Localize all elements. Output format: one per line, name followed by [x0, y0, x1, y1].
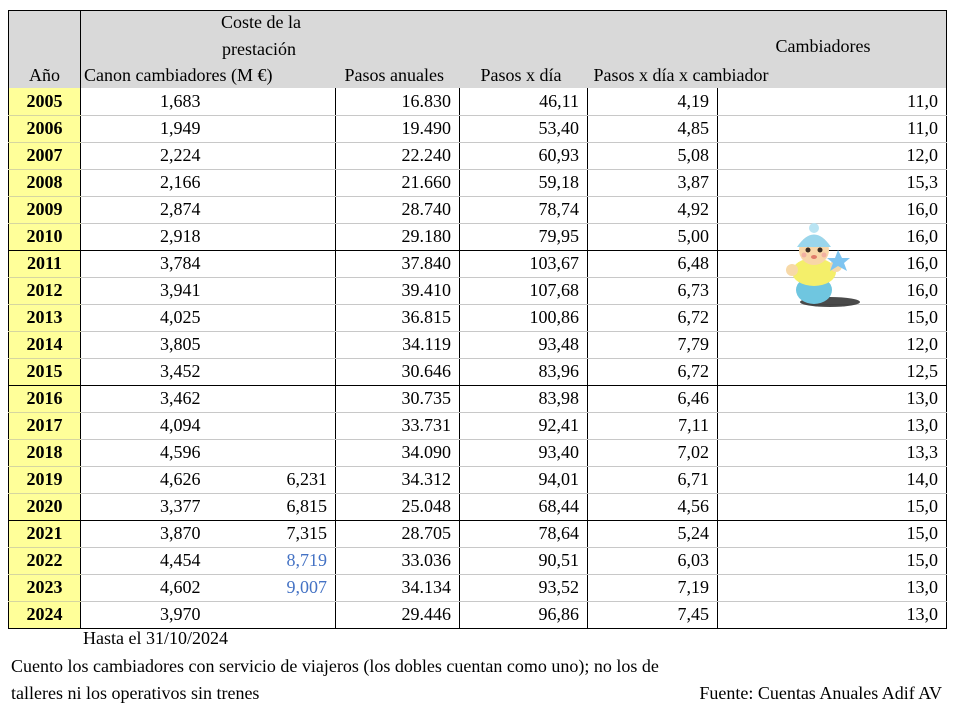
cell-pasos-anuales: 34.119: [336, 331, 460, 358]
cell-pasos-dia: 92,41: [460, 412, 588, 439]
table-row: [9, 574, 947, 601]
table-row: [9, 169, 947, 196]
cell-cambiadores: 15,0: [718, 493, 947, 520]
header-pasos-dia-cambiador: Pasos x día x cambiador: [593, 65, 769, 85]
cell-year: 2010: [9, 223, 81, 250]
cell-canon: 3,870: [81, 520, 209, 547]
cell-year: 2016: [9, 385, 81, 412]
note-hasta: Hasta el 31/10/2024: [83, 628, 228, 648]
cell-canon: 3,970: [81, 601, 209, 628]
cell-pasos-anuales: 28.740: [336, 196, 460, 223]
cell-pasos-dia: 90,51: [460, 547, 588, 574]
data-table-container: [8, 10, 947, 629]
table-row: [9, 547, 947, 574]
table-row: [9, 601, 947, 628]
cell-year: 2009: [9, 196, 81, 223]
cell-canon: 3,941: [81, 277, 209, 304]
cell-pasos-anuales: 30.646: [336, 358, 460, 385]
cell-coste: [209, 196, 336, 223]
cell-coste: 6,231: [209, 466, 336, 493]
cell-pasos-dia-cambiador: 4,19: [588, 88, 718, 115]
cell-coste: [209, 412, 336, 439]
cell-cambiadores: 15,0: [718, 547, 947, 574]
cell-cambiadores: 11,0: [718, 115, 947, 142]
cell-canon: 2,918: [81, 223, 209, 250]
cell-canon: 3,462: [81, 385, 209, 412]
cell-cambiadores: 13,0: [718, 574, 947, 601]
cell-pasos-dia: 83,96: [460, 358, 588, 385]
cell-pasos-dia-cambiador: 5,00: [588, 223, 718, 250]
cell-canon: 3,377: [81, 493, 209, 520]
cell-year: 2007: [9, 142, 81, 169]
cell-canon: 2,166: [81, 169, 209, 196]
cell-year: 2012: [9, 277, 81, 304]
table-row: [9, 520, 947, 547]
header-canon: Canon cambiadores (M €): [84, 65, 273, 85]
cell-pasos-dia-cambiador: 6,73: [588, 277, 718, 304]
cell-pasos-anuales: 30.735: [336, 385, 460, 412]
cell-year: 2008: [9, 169, 81, 196]
cell-pasos-dia-cambiador: 5,24: [588, 520, 718, 547]
table-row: [9, 331, 947, 358]
cell-pasos-dia-cambiador: 6,72: [588, 304, 718, 331]
cell-cambiadores: 15,0: [718, 520, 947, 547]
header-coste-top: Coste de la: [221, 12, 301, 32]
header-year: Año: [29, 65, 60, 85]
cell-pasos-anuales: 29.180: [336, 223, 460, 250]
cell-cambiadores: 13,0: [718, 385, 947, 412]
cell-cambiadores: 15,3: [718, 169, 947, 196]
cell-canon: 4,596: [81, 439, 209, 466]
table-row: [9, 88, 947, 115]
cell-canon: 1,683: [81, 88, 209, 115]
cell-pasos-dia-cambiador: 4,56: [588, 493, 718, 520]
cell-pasos-dia-cambiador: 7,11: [588, 412, 718, 439]
cell-coste: 6,815: [209, 493, 336, 520]
cell-coste: [209, 277, 336, 304]
cell-pasos-dia-cambiador: 5,08: [588, 142, 718, 169]
cell-pasos-dia: 107,68: [460, 277, 588, 304]
cell-canon: 4,602: [81, 574, 209, 601]
cell-year: 2019: [9, 466, 81, 493]
cell-pasos-dia-cambiador: 4,85: [588, 115, 718, 142]
table-row: [9, 358, 947, 385]
cell-year: 2013: [9, 304, 81, 331]
cell-pasos-anuales: 37.840: [336, 250, 460, 277]
cell-year: 2023: [9, 574, 81, 601]
cell-year: 2011: [9, 250, 81, 277]
cell-pasos-dia: 93,40: [460, 439, 588, 466]
cell-coste: [209, 358, 336, 385]
table-row: [9, 385, 947, 412]
table-row: [9, 493, 947, 520]
cell-canon: 2,874: [81, 196, 209, 223]
cell-coste: 8,719: [209, 547, 336, 574]
cell-coste: [209, 115, 336, 142]
cell-pasos-anuales: 25.048: [336, 493, 460, 520]
header-canon-coste-cell: [81, 11, 336, 89]
cell-coste: 9,007: [209, 574, 336, 601]
cell-cambiadores: 13,0: [718, 601, 947, 628]
header-pasos-anuales-cell: [336, 11, 460, 89]
cell-year: 2017: [9, 412, 81, 439]
cell-coste: [209, 169, 336, 196]
cell-pasos-anuales: 33.731: [336, 412, 460, 439]
cell-coste: [209, 88, 336, 115]
cell-pasos-dia-cambiador: 7,79: [588, 331, 718, 358]
cell-year: 2006: [9, 115, 81, 142]
cell-pasos-dia-cambiador: 6,46: [588, 385, 718, 412]
cell-pasos-anuales: 16.830: [336, 88, 460, 115]
header-year-cell: [9, 11, 81, 89]
cell-pasos-anuales: 33.036: [336, 547, 460, 574]
table-row: [9, 142, 947, 169]
header-pasos-anuales: Pasos anuales: [344, 65, 444, 85]
table-row: [9, 412, 947, 439]
cell-year: 2021: [9, 520, 81, 547]
cell-year: 2005: [9, 88, 81, 115]
cell-pasos-anuales: 39.410: [336, 277, 460, 304]
header-row: [9, 11, 947, 89]
cell-pasos-anuales: 29.446: [336, 601, 460, 628]
cell-coste: [209, 331, 336, 358]
cell-pasos-dia: 96,86: [460, 601, 588, 628]
cell-pasos-dia: 46,11: [460, 88, 588, 115]
cell-pasos-dia: 93,48: [460, 331, 588, 358]
cell-year: 2014: [9, 331, 81, 358]
cell-canon: 3,805: [81, 331, 209, 358]
cell-cambiadores: 13,3: [718, 439, 947, 466]
cell-canon: 3,452: [81, 358, 209, 385]
cell-cambiadores: 16,0: [718, 277, 947, 304]
cell-pasos-dia: 78,64: [460, 520, 588, 547]
cell-cambiadores: 16,0: [718, 250, 947, 277]
cell-cambiadores: 14,0: [718, 466, 947, 493]
cell-year: 2022: [9, 547, 81, 574]
cell-coste: [209, 304, 336, 331]
cell-pasos-dia: 68,44: [460, 493, 588, 520]
note-line2: talleres ni los operativos sin trenes: [11, 683, 260, 703]
cell-coste: [209, 223, 336, 250]
cell-pasos-dia: 78,74: [460, 196, 588, 223]
table-row: [9, 439, 947, 466]
cell-pasos-dia-cambiador: 6,48: [588, 250, 718, 277]
cell-pasos-dia: 83,98: [460, 385, 588, 412]
header-cambiadores-cell: [718, 11, 947, 89]
cell-coste: [209, 601, 336, 628]
cell-canon: 2,224: [81, 142, 209, 169]
cell-pasos-anuales: 34.134: [336, 574, 460, 601]
cell-year: 2020: [9, 493, 81, 520]
cell-pasos-dia: 59,18: [460, 169, 588, 196]
cell-year: 2018: [9, 439, 81, 466]
cell-canon: 1,949: [81, 115, 209, 142]
cell-cambiadores: 15,0: [718, 304, 947, 331]
doll-clown-icon: [768, 220, 864, 310]
cell-pasos-dia: 103,67: [460, 250, 588, 277]
cell-canon: 4,094: [81, 412, 209, 439]
cell-pasos-anuales: 21.660: [336, 169, 460, 196]
cell-pasos-dia-cambiador: 3,87: [588, 169, 718, 196]
cell-coste: [209, 439, 336, 466]
cell-pasos-dia: 79,95: [460, 223, 588, 250]
cell-pasos-anuales: 34.090: [336, 439, 460, 466]
header-pasos-dia-cell: [460, 11, 588, 89]
cell-pasos-anuales: 22.240: [336, 142, 460, 169]
cell-pasos-dia: 53,40: [460, 115, 588, 142]
cell-coste: [209, 142, 336, 169]
cell-pasos-dia-cambiador: 7,19: [588, 574, 718, 601]
cell-pasos-anuales: 34.312: [336, 466, 460, 493]
header-pasos-dia: Pasos x día: [480, 65, 562, 85]
cell-pasos-dia: 100,86: [460, 304, 588, 331]
cell-pasos-anuales: 19.490: [336, 115, 460, 142]
cell-pasos-dia-cambiador: 4,92: [588, 196, 718, 223]
cell-cambiadores: 12,5: [718, 358, 947, 385]
cell-cambiadores: 13,0: [718, 412, 947, 439]
cell-pasos-dia-cambiador: 7,02: [588, 439, 718, 466]
cell-cambiadores: 12,0: [718, 142, 947, 169]
cell-canon: 3,784: [81, 250, 209, 277]
cell-pasos-dia-cambiador: 6,03: [588, 547, 718, 574]
cell-canon: 4,626: [81, 466, 209, 493]
cell-coste: [209, 385, 336, 412]
cell-canon: 4,454: [81, 547, 209, 574]
cell-pasos-dia: 60,93: [460, 142, 588, 169]
cell-cambiadores: 11,0: [718, 88, 947, 115]
cell-pasos-dia-cambiador: 6,71: [588, 466, 718, 493]
cell-year: 2015: [9, 358, 81, 385]
cell-cambiadores: 16,0: [718, 196, 947, 223]
table-row: [9, 196, 947, 223]
cell-coste: 7,315: [209, 520, 336, 547]
cell-pasos-dia: 94,01: [460, 466, 588, 493]
cell-canon: 4,025: [81, 304, 209, 331]
header-pasos-dia-cambiador-cell: [588, 11, 769, 89]
cell-coste: [209, 250, 336, 277]
cell-pasos-dia-cambiador: 7,45: [588, 601, 718, 628]
note-fuente: Fuente: Cuentas Anuales Adif AV: [699, 683, 942, 703]
table-row: [9, 466, 947, 493]
cell-cambiadores: 12,0: [718, 331, 947, 358]
table-body: [9, 88, 947, 628]
table-row: [9, 115, 947, 142]
cell-pasos-anuales: 28.705: [336, 520, 460, 547]
cell-pasos-anuales: 36.815: [336, 304, 460, 331]
header-coste-mid: prestación: [222, 39, 296, 59]
note-line1: Cuento los cambiadores con servicio de viajeros (los dobles cuentan como uno); no los de: [11, 656, 659, 676]
cell-pasos-dia: 93,52: [460, 574, 588, 601]
header-cambiadores: Cambiadores: [775, 36, 871, 56]
cell-pasos-dia-cambiador: 6,72: [588, 358, 718, 385]
cell-year: 2024: [9, 601, 81, 628]
data-table: [8, 10, 947, 629]
cell-cambiadores: 16,0: [718, 223, 947, 250]
